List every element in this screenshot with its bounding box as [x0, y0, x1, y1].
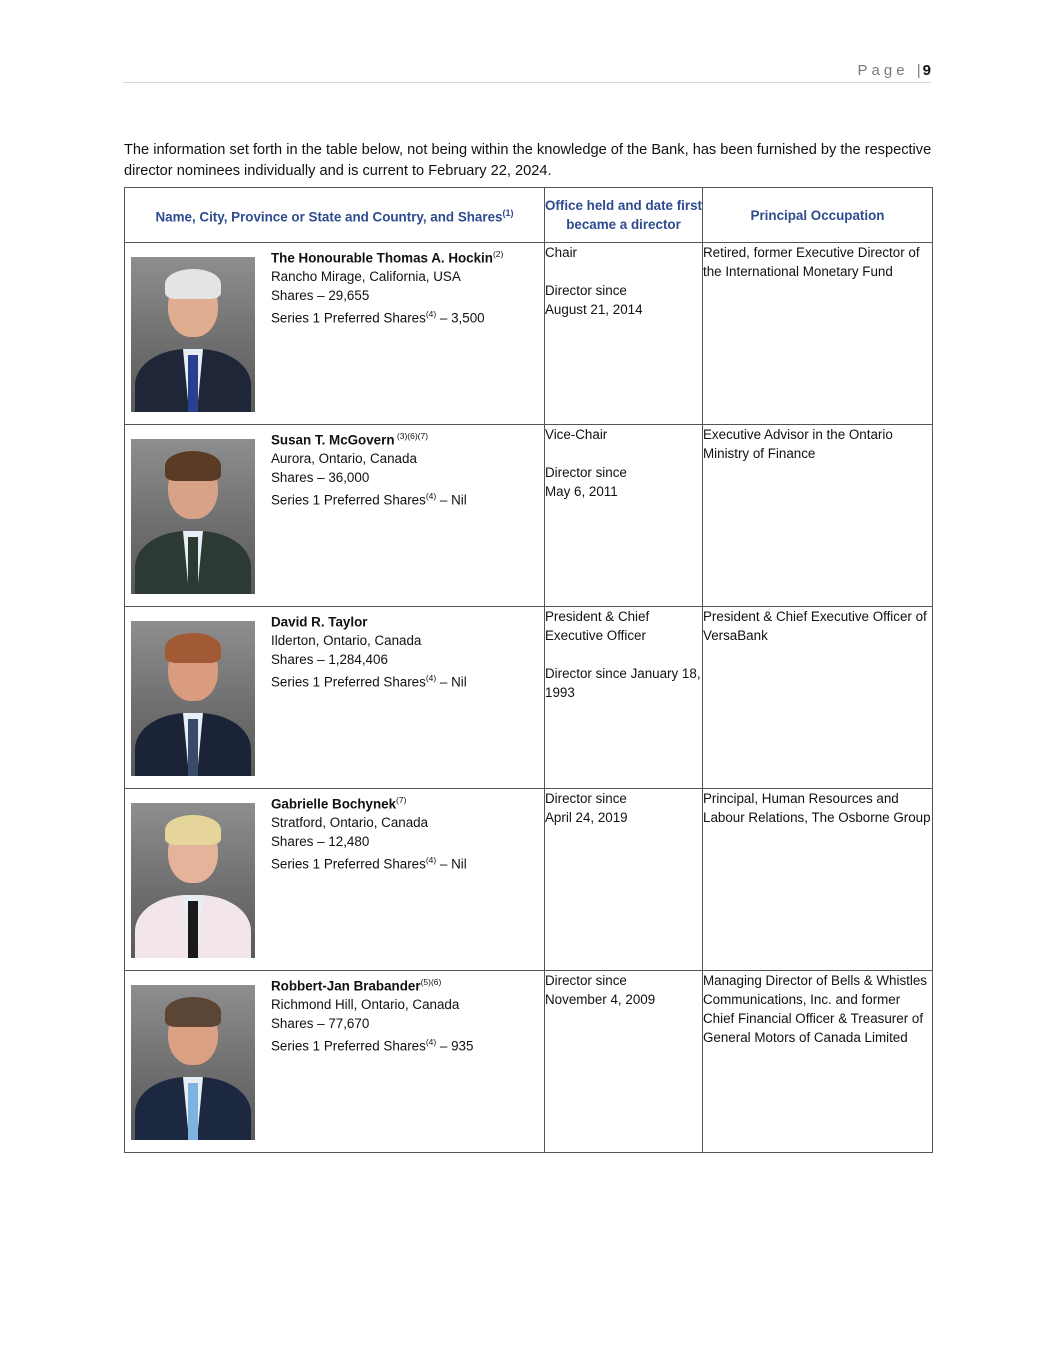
director-location: Stratford, Ontario, Canada: [271, 815, 429, 831]
photo-hair: [165, 269, 221, 299]
page-header: [123, 60, 931, 83]
office-title: Director since: [545, 791, 627, 806]
photo-tie: [188, 355, 198, 412]
spacer: [545, 444, 702, 463]
page-separator: |: [916, 62, 921, 79]
director-name-cell: [125, 789, 545, 971]
director-name: Robbert-Jan Brabander: [271, 978, 421, 994]
page-number-label: [858, 62, 931, 79]
page-word: Page: [857, 62, 909, 79]
director-since-label: Director since: [545, 283, 627, 298]
director-shares: Shares – 1,284,406: [271, 652, 388, 668]
director-since-date: April 24, 2019: [545, 810, 628, 825]
office-title: Vice-Chair: [545, 427, 608, 442]
director-since-date: August 21, 2014: [545, 302, 643, 317]
director-occupation: President & Chief Executive Officer of VersaBank: [703, 607, 933, 789]
director-location: Ilderton, Ontario, Canada: [271, 633, 422, 649]
director-name: Gabrielle Bochynek: [271, 796, 397, 812]
director-occupation: Principal, Human Resources and Labour Relations, The Osborne Group: [703, 789, 933, 971]
director-info: [271, 791, 541, 874]
director-photo: [131, 257, 255, 412]
office-title: Director since: [545, 973, 627, 988]
photo-hair: [165, 633, 221, 663]
director-row: [125, 607, 933, 789]
director-photo: [131, 621, 255, 776]
director-preferred-shares: Series 1 Preferred Shares$^{(4)}$ – 935: [271, 1037, 474, 1054]
photo-hair: [165, 451, 221, 481]
director-office-cell: [545, 789, 703, 971]
director-row: [125, 243, 933, 425]
director-name: Susan T. McGovern: [271, 432, 395, 448]
spacer: [545, 645, 702, 664]
director-name-cell: [125, 971, 545, 1153]
director-preferred-shares: Series 1 Preferred Shares$^{(4)}$ – 3,500: [271, 309, 485, 326]
director-info: [271, 609, 541, 692]
intro-paragraph: The information set forth in the table below, not being within the knowledge of the Bank, has been furnished by the respective director nominees individually and is current to February 22, 2024.: [124, 141, 932, 179]
photo-tie: [188, 901, 198, 958]
director-office-cell: [545, 607, 703, 789]
director-photo: [131, 803, 255, 958]
director-photo: [131, 985, 255, 1140]
director-preferred-shares: Series 1 Preferred Shares$^{(4)}$ – Nil: [271, 673, 467, 690]
director-info: [271, 245, 541, 328]
director-shares: Shares – 12,480: [271, 834, 370, 850]
director-name-notes: (7): [396, 795, 407, 805]
photo-hair: [165, 815, 221, 845]
header-office: Office held and date first became a director: [545, 188, 703, 243]
director-nominees-table: [124, 187, 933, 1153]
director-shares: Shares – 77,670: [271, 1016, 370, 1032]
director-row: [125, 971, 933, 1153]
director-occupation: Retired, former Executive Director of the International Monetary Fund: [703, 243, 933, 425]
director-photo: [131, 439, 255, 594]
director-name: David R. Taylor: [271, 614, 368, 630]
director-name-cell: [125, 243, 545, 425]
director-occupation: Managing Director of Bells & Whistles Communications, Inc. and former Chief Financial Officer & Treasurer of General Motors of Canada Limited: [703, 971, 933, 1153]
director-name-notes: (3)(6)(7): [394, 431, 429, 441]
director-occupation: Executive Advisor in the Ontario Ministry of Finance: [703, 425, 933, 607]
director-name-cell: [125, 607, 545, 789]
director-location: Rancho Mirage, California, USA: [271, 269, 461, 285]
director-office-cell: [545, 243, 703, 425]
director-row: [125, 789, 933, 971]
director-shares: Shares – 29,655: [271, 288, 370, 304]
director-since-label: Director since: [545, 465, 627, 480]
page-number: 9: [922, 62, 931, 79]
photo-hair: [165, 997, 221, 1027]
photo-tie: [188, 537, 198, 594]
director-name-notes: (5)(6): [420, 977, 442, 987]
director-name-notes: (2): [492, 249, 504, 259]
director-preferred-shares: Series 1 Preferred Shares$^{(4)}$ – Nil: [271, 855, 467, 872]
header-name: Name, City, Province or State and Country, and Shares$^{(1)}$: [125, 188, 545, 243]
director-info: [271, 427, 541, 510]
director-since-date: May 6, 2011: [545, 484, 618, 499]
spacer: [545, 262, 702, 281]
director-shares: Shares – 36,000: [271, 470, 370, 486]
director-name-cell: [125, 425, 545, 607]
header-occupation: Principal Occupation: [703, 188, 933, 243]
header-name-note: (1): [502, 207, 514, 218]
photo-tie: [188, 1083, 198, 1140]
director-row: [125, 425, 933, 607]
table-header-row: [125, 188, 933, 243]
photo-tie: [188, 719, 198, 776]
director-location: Richmond Hill, Ontario, Canada: [271, 997, 460, 1013]
director-since-date: November 4, 2009: [545, 992, 656, 1007]
director-office-cell: [545, 971, 703, 1153]
director-preferred-shares: Series 1 Preferred Shares$^{(4)}$ – Nil: [271, 491, 467, 508]
office-title: President & Chief Executive Officer: [545, 609, 650, 643]
office-title: Chair: [545, 245, 577, 260]
director-info: [271, 973, 541, 1056]
director-name: The Honourable Thomas A. Hockin: [271, 250, 493, 266]
director-location: Aurora, Ontario, Canada: [271, 451, 417, 467]
director-office-cell: [545, 425, 703, 607]
director-since-label: Director since January 18, 1993: [545, 666, 701, 700]
